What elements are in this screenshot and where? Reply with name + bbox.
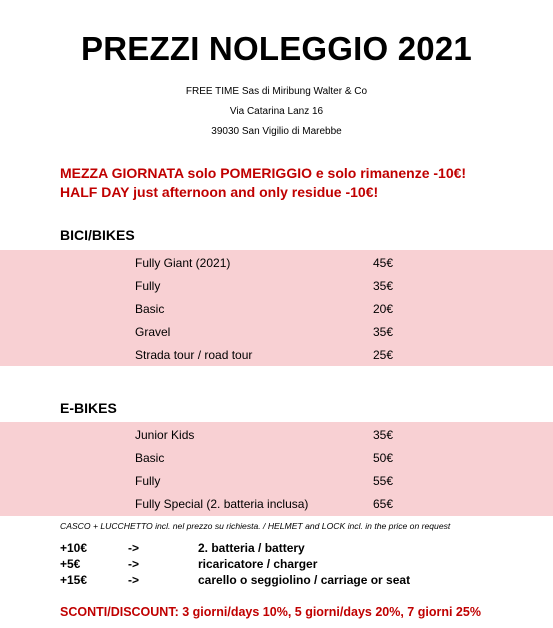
helmet-lock-note: CASCO + LUCCHETTO incl. nel prezzo su richiesta. / HELMET and LOCK incl. in the price on request (60, 521, 451, 531)
price-row (0, 424, 553, 447)
ebike-price: 35€ (373, 428, 394, 442)
ebikes-heading: E-BIKES (60, 400, 117, 416)
extra-description: carello o seggiolino / carriage or seat (198, 573, 411, 587)
bike-price: 35€ (373, 279, 394, 293)
ebike-price: 65€ (373, 497, 394, 511)
discount-line: SCONTI/DISCOUNT: 3 giorni/days 10%, 5 giorni/days 20%, 7 giorni 25% (60, 605, 481, 619)
bike-price: 35€ (373, 325, 394, 339)
extra-row (0, 573, 553, 589)
bike-name: Fully Giant (2021) (135, 256, 231, 270)
address-city: 39030 San Vigilio di Marebbe (211, 126, 342, 137)
extra-amount: +15€ (60, 573, 88, 587)
ebike-price: 55€ (373, 474, 394, 488)
arrow-icon: -> (128, 557, 140, 571)
half-day-notice-en: HALF DAY just afternoon and only residue -10€! (60, 184, 379, 200)
page-title: PREZZI NOLEGGIO 2021 (81, 30, 472, 67)
half-day-notice-it: MEZZA GIORNATA solo POMERIGGIO e solo rimanenze -10€! (60, 165, 467, 181)
address-company: FREE TIME Sas di Miribung Walter & Co (185, 86, 368, 97)
ebike-price: 50€ (373, 451, 394, 465)
extra-amount: +5€ (60, 557, 81, 571)
price-row (0, 470, 553, 493)
ebike-name: Fully (135, 474, 161, 488)
bike-price: 45€ (373, 256, 394, 270)
bike-price: 25€ (373, 348, 394, 362)
arrow-icon: -> (128, 573, 140, 587)
bike-name: Strada tour / road tour (135, 348, 253, 362)
price-row (0, 344, 553, 367)
ebike-name: Basic (135, 451, 165, 465)
price-row (0, 298, 553, 321)
price-row (0, 252, 553, 275)
bike-name: Basic (135, 302, 165, 316)
extra-row (0, 557, 553, 573)
price-row (0, 493, 553, 516)
extra-amount: +10€ (60, 541, 88, 555)
address-street: Via Catarina Lanz 16 (229, 106, 324, 117)
ebike-name: Junior Kids (135, 428, 195, 442)
bikes-heading: BICI/BIKES (60, 227, 135, 243)
price-row (0, 275, 553, 298)
extra-row (0, 541, 553, 557)
bike-name: Fully (135, 279, 161, 293)
ebike-name: Fully Special (2. batteria inclusa) (135, 497, 309, 511)
bike-name: Gravel (135, 325, 171, 339)
price-row (0, 321, 553, 344)
bike-price: 20€ (373, 302, 394, 316)
extra-description: 2. batteria / battery (198, 541, 305, 555)
price-row (0, 447, 553, 470)
extra-description: ricaricatore / charger (198, 557, 318, 571)
arrow-icon: -> (128, 541, 140, 555)
